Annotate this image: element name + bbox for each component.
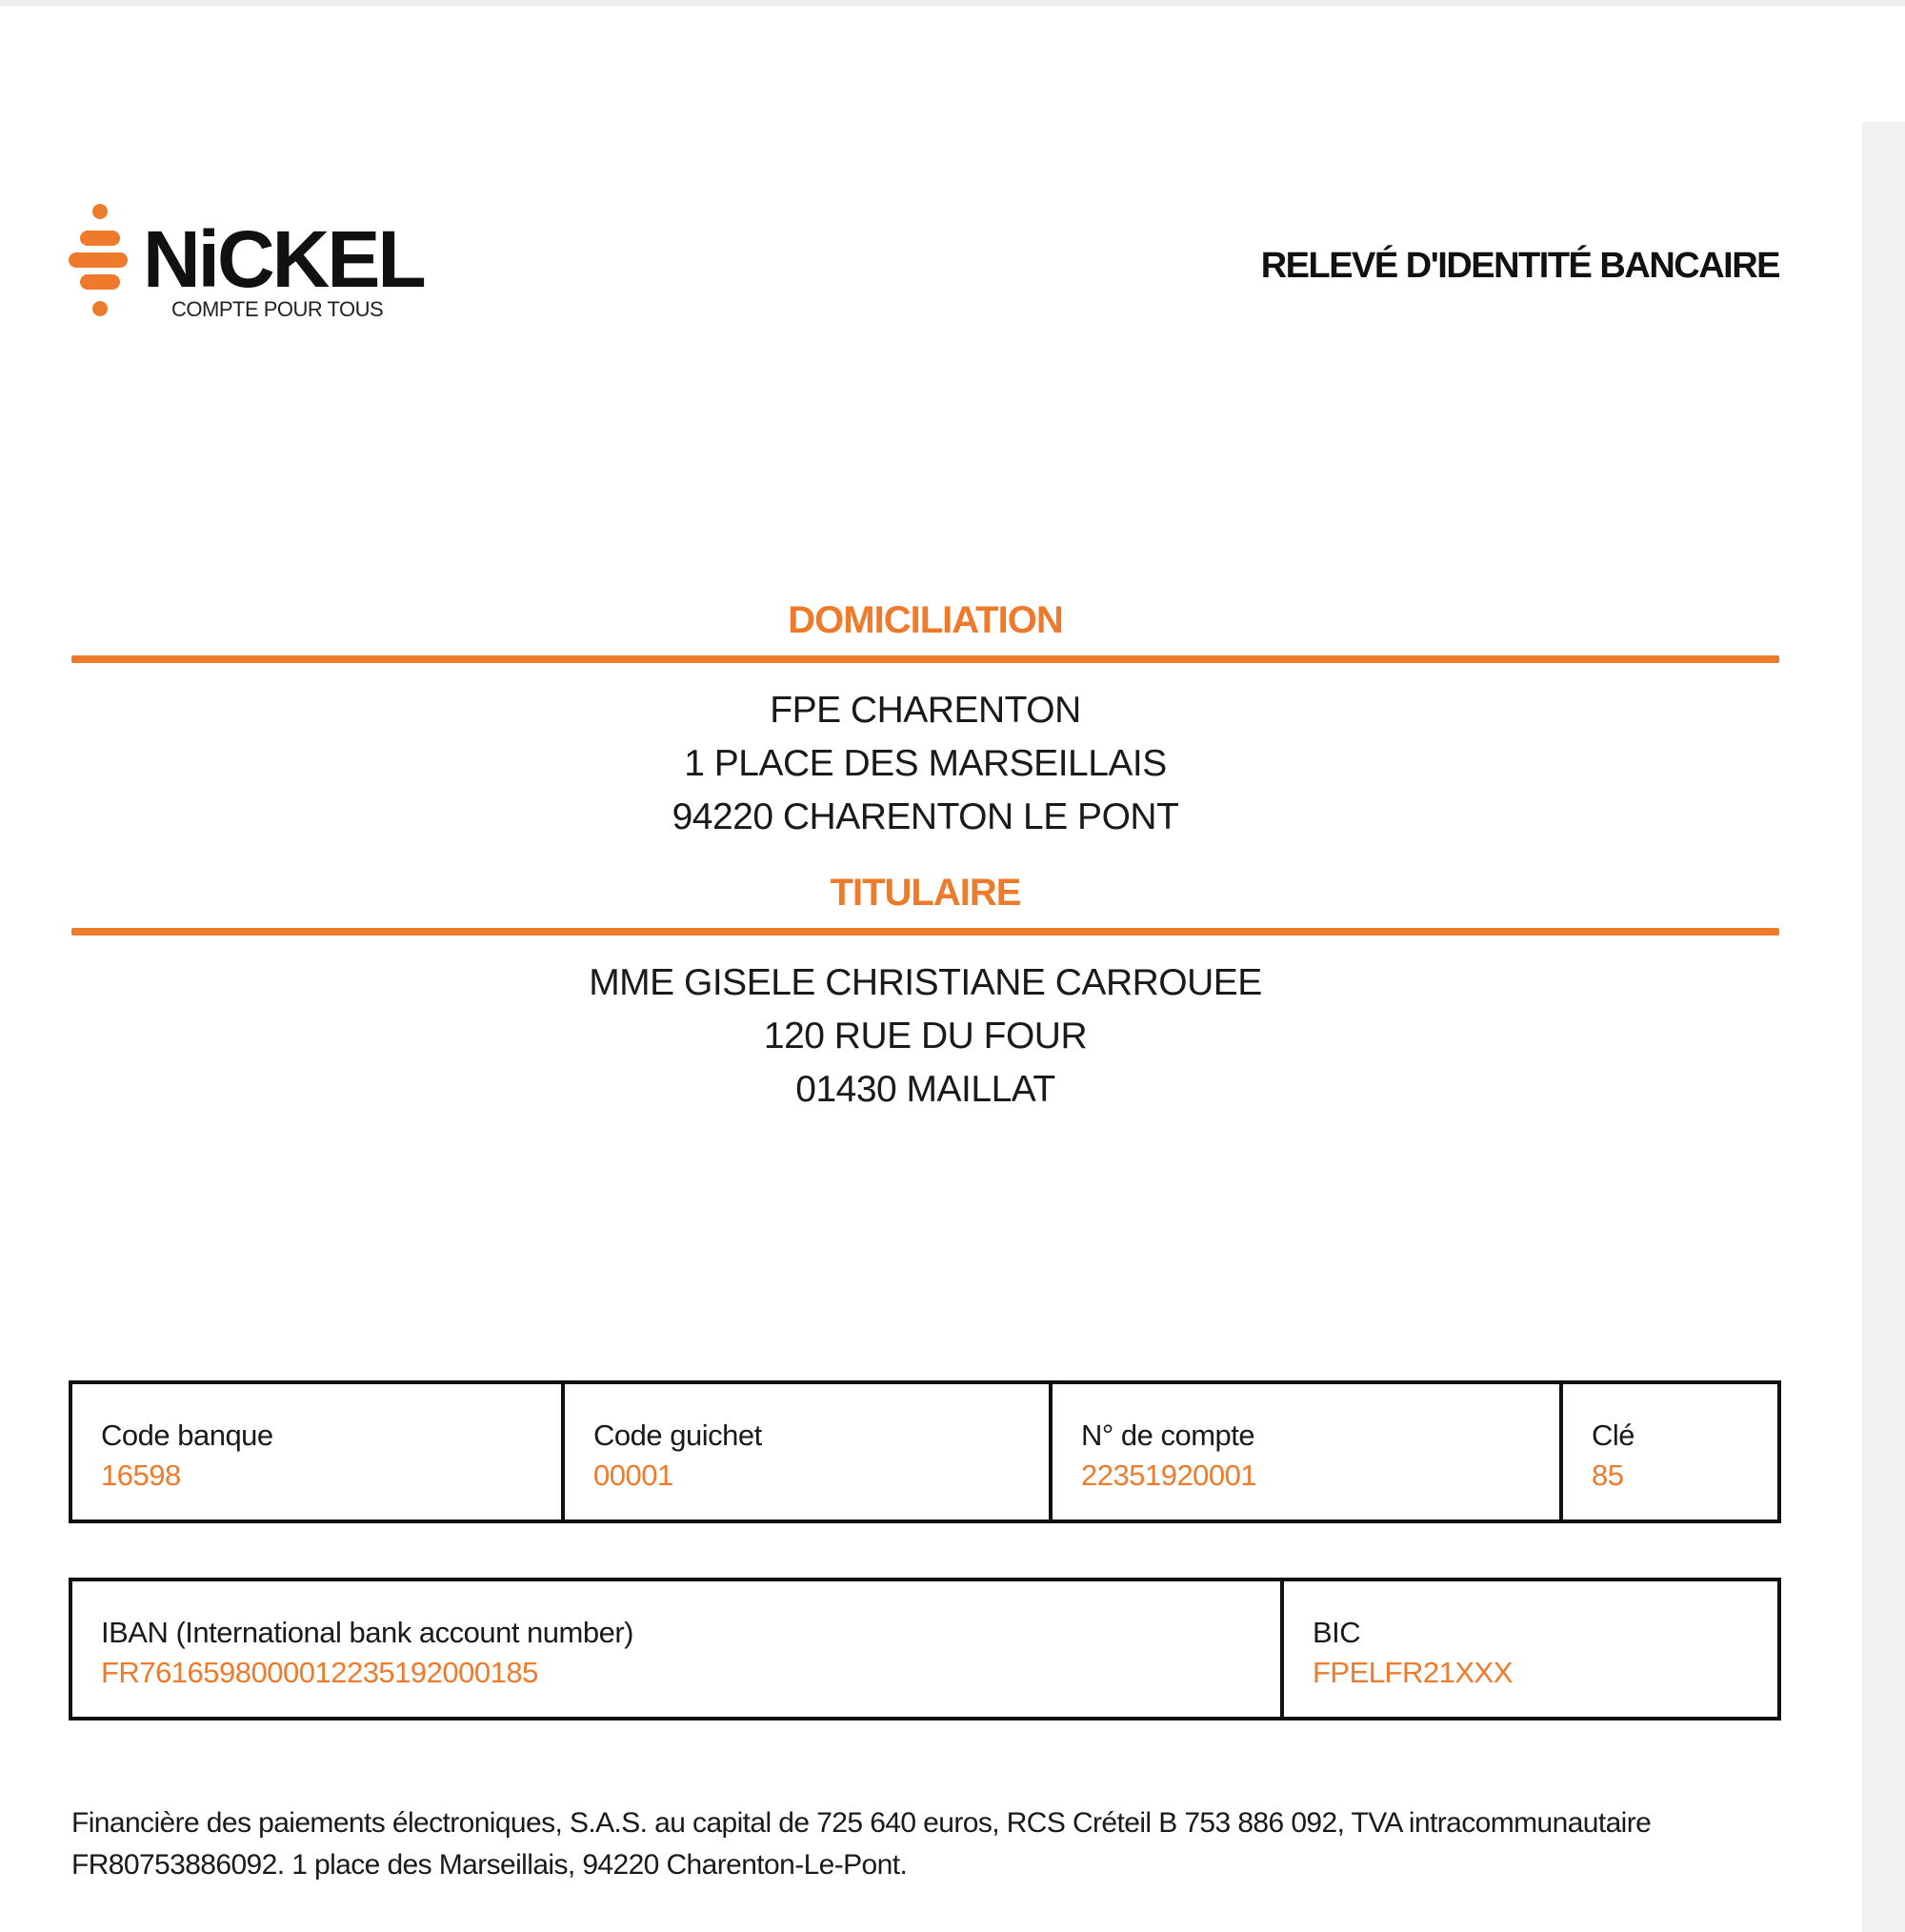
- address-line: 94220 CHARENTON LE PONT: [672, 796, 1179, 837]
- iban-label: IBAN (International bank account number): [101, 1616, 633, 1649]
- domiciliation-heading: DOMICILIATION: [788, 599, 1063, 641]
- titulaire-rule: [71, 928, 1779, 936]
- cle-value: 85: [1592, 1459, 1624, 1492]
- titulaire-heading: TITULAIRE: [830, 872, 1021, 914]
- code-guichet-cell: [565, 1384, 1053, 1519]
- bic-label: BIC: [1313, 1616, 1361, 1649]
- bank-codes-table: [69, 1380, 1781, 1523]
- address-line: 01430 MAILLAT: [795, 1069, 1055, 1110]
- holder-name: MME GISELE CHRISTIANE CARROUEE: [589, 962, 1262, 1003]
- numero-compte-cell: [1053, 1384, 1563, 1519]
- logo-wordmark: NiCKEL: [143, 214, 424, 304]
- titulaire-address: [71, 956, 1779, 1117]
- nickel-logo-icon: [67, 200, 130, 320]
- cle-cell: [1563, 1384, 1777, 1519]
- code-banque-cell: [72, 1384, 565, 1519]
- bic-value: FPELFR21XXX: [1313, 1656, 1513, 1689]
- footer-line: Financière des paiements électroniques, S.A.S. au capital de 725 640 euros, RCS Créteil B 753 886 092, TVA intracommunautaire: [71, 1807, 1652, 1839]
- address-line: FPE CHARENTON: [770, 690, 1081, 731]
- cle-label: Clé: [1592, 1419, 1635, 1452]
- numero-compte-value: 22351920001: [1081, 1459, 1257, 1492]
- side-scroll-strip: [1862, 122, 1905, 1932]
- numero-compte-label: N° de compte: [1081, 1419, 1255, 1452]
- address-line: 1 PLACE DES MARSEILLAIS: [684, 743, 1167, 784]
- titulaire-section: [71, 871, 1779, 1117]
- iban-value: FR7616598000012235192000185: [101, 1656, 538, 1689]
- legal-footer: [71, 1802, 1786, 1886]
- code-guichet-label: Code guichet: [593, 1419, 762, 1452]
- code-banque-value: 16598: [101, 1459, 181, 1492]
- domiciliation-address: [71, 684, 1779, 844]
- footer-line: FR80753886092. 1 place des Marseillais, 94220 Charenton-Le-Pont.: [71, 1849, 908, 1881]
- nickel-logo: [67, 200, 429, 324]
- document-title: RELEVÉ D'IDENTITÉ BANCAIRE: [1260, 246, 1779, 286]
- bic-cell: [1284, 1581, 1777, 1717]
- logo-tagline: COMPTE POUR TOUS: [171, 297, 384, 321]
- address-line: 120 RUE DU FOUR: [763, 1016, 1088, 1057]
- code-guichet-value: 00001: [593, 1459, 673, 1492]
- domiciliation-rule: [71, 655, 1779, 663]
- code-banque-label: Code banque: [101, 1419, 273, 1452]
- iban-cell: [72, 1581, 1284, 1717]
- domiciliation-section: [71, 598, 1779, 844]
- iban-bic-table: [69, 1578, 1781, 1721]
